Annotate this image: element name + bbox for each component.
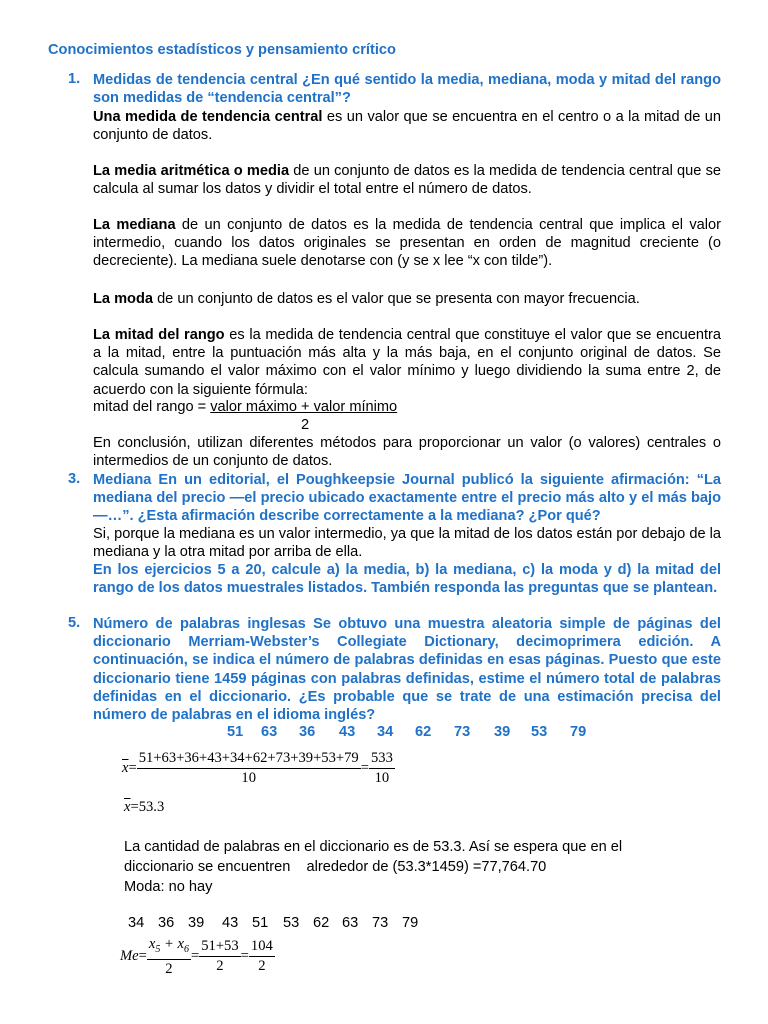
estimate-text	[124, 837, 622, 897]
mean-fraction-simplified	[369, 750, 395, 787]
data-value: 34	[377, 724, 394, 740]
definition-central-tendency	[93, 108, 721, 144]
formula-label: mitad del rango =	[93, 399, 211, 415]
median-fraction-positions	[147, 936, 191, 978]
term-central-tendency: Una medida de tendencia central	[93, 109, 323, 125]
estimate-line-2: diccionario se encuentren alrededor de (53.3*1459) =77,764.70	[124, 859, 547, 875]
definition-midrange	[93, 326, 721, 399]
formula-denominator: 2	[301, 417, 310, 433]
sorted-value: 36	[158, 915, 175, 931]
mean-symbol: $\overline{x}$	[124, 799, 131, 815]
mean-value: =53.3	[130, 799, 165, 815]
median-formula: Me = $\frac{x_5 + x_6}{2}$ = $\frac{51+53}{2}$ = $\frac{104}{2}$	[120, 936, 273, 977]
sorted-value: 63	[342, 915, 359, 931]
data-value: 63	[261, 724, 278, 740]
median-sum-denominator: 2	[258, 958, 266, 975]
median-symbol: Me	[120, 948, 139, 965]
sorted-value: 43	[222, 915, 239, 931]
question-1-title: Medidas de tendencia central ¿En qué sentido la media, mediana, moda y mitad del rango son medidas de “tendencia central”?	[93, 72, 721, 107]
sorted-value: 79	[402, 915, 419, 931]
definition-text: es la medida de tendencia central que constituye el valor que se encuentra a la mitad, entre la puntuación más alta y la más baja, en el conjunto original de datos. Se calcula sumando el valor máximo con el valor mínimo y luego dividiendo la suma entre 2, de acuerdo con la siguiente fórmula:	[93, 327, 721, 398]
sorted-value: 73	[372, 915, 389, 931]
median-fraction-sum	[249, 938, 275, 975]
data-value: 53	[531, 724, 548, 740]
definition-text: es un valor que se encuentra en el centro o a la mitad de un conjunto de datos.	[93, 109, 721, 144]
section-heading: Conocimientos estadísticos y pensamiento crítico	[48, 42, 396, 58]
data-value: 39	[494, 724, 511, 740]
sorted-value: 34	[128, 915, 145, 931]
data-value: 43	[339, 724, 356, 740]
median-sum-numerator: 104	[249, 938, 275, 957]
question-3-title: Mediana En un editorial, el Poughkeepsie Journal publicó la siguiente afirmación: “La mediana del precio —el precio ubicado exactamente entre el precio más alto y el más bajo—…”. ¿Esta afirmación describe correctamente a la mediana? ¿Por qué?	[93, 472, 721, 525]
definition-text: de un conjunto de datos es el valor que se presenta con mayor frecuencia.	[153, 291, 640, 307]
term-median: La mediana	[93, 217, 176, 233]
sorted-value: 39	[188, 915, 205, 931]
mean-symbol: $\overline{x}$	[122, 760, 129, 776]
equals-sign: =	[360, 760, 369, 776]
exercise-instructions: En los ejercicios 5 a 20, calcule a) la media, b) la mediana, c) la moda y d) la mitad del rango de los datos muestrales listados. También responda las preguntas que se plantean.	[93, 562, 721, 597]
definition-text: de un conjunto de datos es la medida de tendencia central que implica el valor intermedio, cuando los datos originales se presentan en orden de magnitud creciente (o decreciente). La mediana suele denotarse con (y se x lee “x con tilde”).	[93, 217, 722, 270]
question-5-number: 5.	[68, 615, 81, 631]
definition-mode	[93, 290, 721, 308]
term-mode: La moda	[93, 291, 154, 307]
data-value: 62	[415, 724, 432, 740]
median-fraction-values	[199, 938, 240, 975]
data-value: 73	[454, 724, 471, 740]
question-3-number: 3.	[68, 471, 81, 487]
data-value: 36	[299, 724, 316, 740]
equals-sign: =	[128, 760, 137, 776]
median-position-denominator: 2	[165, 960, 173, 977]
question-1-number: 1.	[68, 71, 81, 87]
mean-formula	[122, 750, 395, 787]
mean-result	[124, 799, 164, 816]
mean-denominator-count: 10	[374, 770, 390, 786]
definition-text: de un conjunto de datos es la medida de tendencia central que se calcula al sumar los datos y dividir el total entre el número de datos.	[93, 163, 721, 198]
term-mean: La media aritmética o media	[93, 163, 290, 179]
median-values-denominator: 2	[216, 958, 224, 975]
sorted-value: 62	[313, 915, 330, 931]
midrange-formula	[93, 398, 721, 416]
definition-median	[93, 216, 721, 271]
formula-numerator: valor máximo + valor mínimo	[210, 399, 398, 415]
data-value: 79	[570, 724, 587, 740]
mode-line: Moda: no hay	[124, 879, 213, 895]
data-value: 51	[227, 724, 244, 740]
definition-mean	[93, 162, 721, 198]
mean-numerator: 51+63+36+43+34+62+73+39+53+79	[137, 750, 361, 769]
mean-numerator-total: 533	[369, 750, 395, 769]
sorted-value: 51	[252, 915, 269, 931]
median-values-numerator: 51+53	[199, 938, 240, 957]
sorted-value: 53	[283, 915, 300, 931]
question-5-title: Número de palabras inglesas Se obtuvo una muestra aleatoria simple de páginas del diccionario Merriam-Webster’s Collegiate Dictionary, decimoprimera edición. A continuación, se indica el número de palabras definidas en esas páginas. Puesto que este diccionario tiene 1459 páginas con palabras definidas, estime el número total de palabras definidas en el diccionario. ¿Es probable que se trate de una estimación precisa del número de palabras en el idioma inglés?	[93, 616, 721, 724]
mean-fraction	[137, 750, 361, 787]
estimate-line-1: La cantidad de palabras en el diccionario es de 53.3. Así se espera que en el	[124, 839, 623, 855]
mean-denominator: 10	[241, 770, 257, 786]
median-position-numerator: $x_5 + x_6$	[147, 936, 191, 960]
term-midrange: La mitad del rango	[93, 327, 225, 343]
conclusion-text: En conclusión, utilizan diferentes métodos para proporcionar un valor (o valores) centrales o intermedios de un conjunto de datos.	[93, 435, 721, 470]
question-3-answer: Si, porque la mediana es un valor intermedio, ya que la mitad de los datos están por debajo de la mediana y la otra mitad por arriba de ella.	[93, 526, 721, 561]
